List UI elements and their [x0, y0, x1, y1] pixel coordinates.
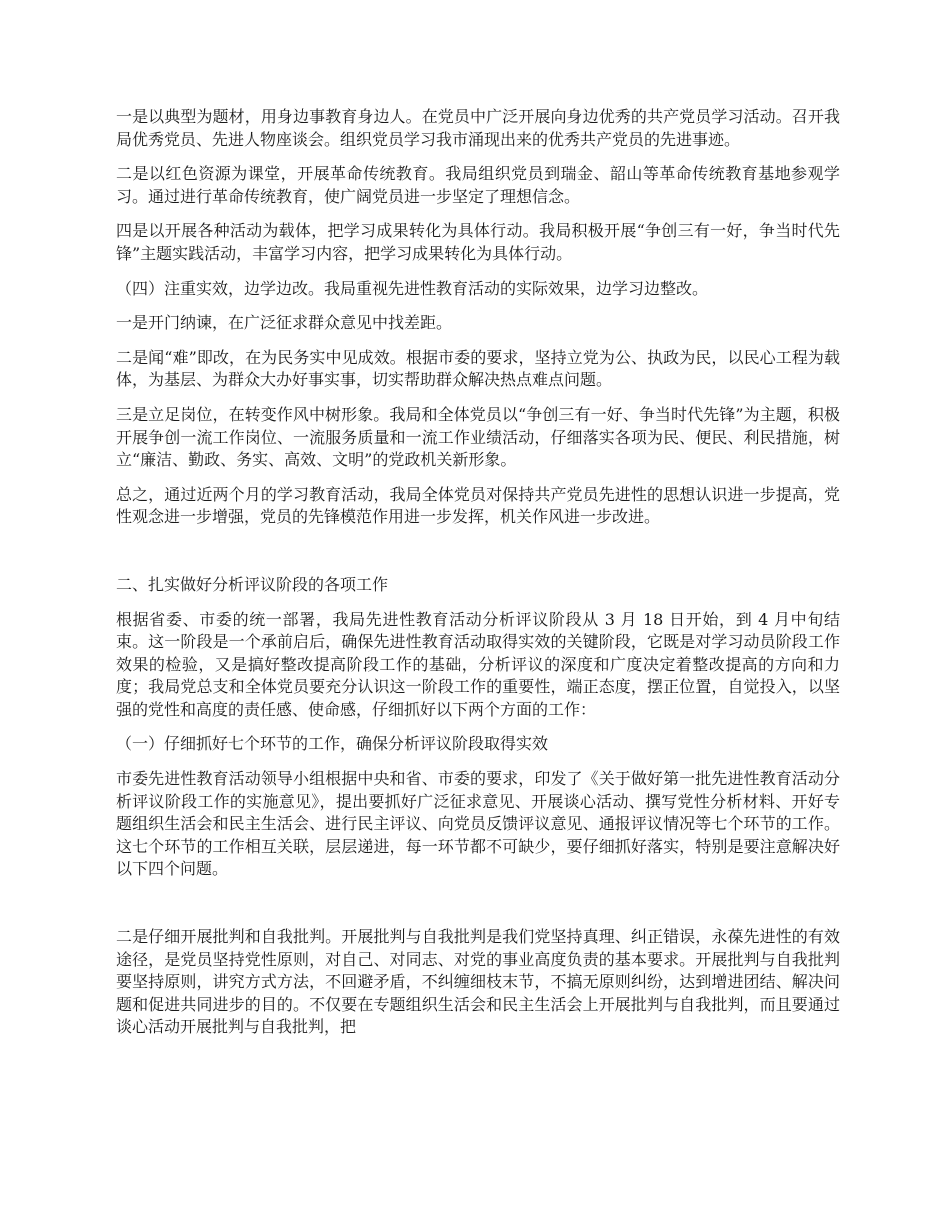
document-body: [116, 106, 840, 1051]
paragraph-deployment: 根据省委、市委的统一部署，我局先进性教育活动分析评议阶段从 3 月 18 日开始，到 4 月中旬结束。这一阶段是一个承前启后，确保先进性教育活动取得实效的关键阶段，它既是对学习动员阶段工作效果的检验，又是搞好整改提高阶段工作的基础，分析评议的深度和广度决定着整改提高的方向和力度；我局党总支和全体党员要充分认识这一阶段工作的重要性，端正态度，摆正位置，自觉投入，以坚强的党性和高度的责任感、使命感，仔细抓好以下两个方面的工作：: [116, 609, 840, 719]
paragraph-typical-examples: 一是以典型为题材，用身边事教育身边人。在党员中广泛开展向身边优秀的共产党员学习活动。召开我局优秀党员、先进人物座谈会。组织党员学习我市涌现出来的优秀共产党员的先进事迹。: [116, 107, 840, 149]
paragraph-criticism: 二是仔细开展批判和自我批判。开展批判与自我批判是我们党坚持真理、纠正错误，永葆先进性的有效途径，是党员坚持党性原则，对自己、对同志、对党的事业高度负责的基本要求。开展批判与自我批判要坚持原则，讲究方式方法，不回避矛盾，不纠缠细枝末节，不搞无原则纠纷，达到增进团结、解决问题和促进共同进步的目的。不仅要在专题组织生活会和民主生活会上开展批判与自我批判，而且要通过谈心活动开展批判与自我批判，把: [116, 927, 840, 1037]
section-heading-analysis: 二、扎实做好分析评议阶段的各项工作: [116, 574, 389, 594]
paragraph-city-committee: 市委先进性教育活动领导小组根据中央和省、市委的要求，印发了《关于做好第一批先进性教育活动分析评议阶段工作的实施意见》，提出要抓好广泛征求意见、开展谈心活动、撰写党性分析材料、开好专题组织生活会和民主生活会、进行民主评议、向党员反馈评议意见、通报评议情况等七个环节的工作。这七个环节的工作相互关联，层层递进，每一环节都不可缺少，要仔细抓好落实，特别是要注意解决好以下四个问题。: [116, 769, 840, 879]
subsection-heading-seven-links: （一）仔细抓好七个环节的工作，确保分析评议阶段取得实效: [116, 734, 549, 754]
paragraph-red-resources: 二是以红色资源为课堂，开展革命传统教育。我局组织党员到瑞金、韶山等革命传统教育基地参观学习。通过进行革命传统教育，使广阔党员进一步坚定了理想信念。: [116, 164, 840, 206]
paragraph-summary: 总之，通过近两个月的学习教育活动，我局全体党员对保持共产党员先进性的思想认识进一步提高，党性观念进一步增强，党员的先锋模范作用进一步发挥，机关作风进一步改进。: [116, 484, 840, 527]
paragraph-section-four: （四）注重实效，边学边改。我局重视先进性教育活动的实际效果，边学习边整改。: [116, 278, 709, 298]
paragraph-open-door: 一是开门纳谏，在广泛征求群众意见中找差距。: [116, 313, 453, 333]
paragraph-activities-carrier: 四是以开展各种活动为载体，把学习成果转化为具体行动。我局积极开展“争创三有一好，争当时代先锋”主题实践活动，丰富学习内容，把学习成果转化为具体行动。: [116, 221, 840, 263]
paragraph-post-based: 三是立足岗位，在转变作风中树形象。我局和全体党员以“争创三有一好、争当时代先锋”为主题，积极开展争创一流工作岗位、一流服务质量和一流工作业绩活动，仔细落实各项为民、便民、利民措施，树立“廉洁、勤政、务实、高效、文明”的党政机关新形象。: [116, 404, 840, 470]
paragraph-immediate-correction: 二是闻“难”即改，在为民务实中见成效。根据市委的要求，坚持立党为公、执政为民，以民心工程为载体，为基层、为群众大办好事实事，切实帮助群众解决热点难点问题。: [116, 347, 840, 390]
